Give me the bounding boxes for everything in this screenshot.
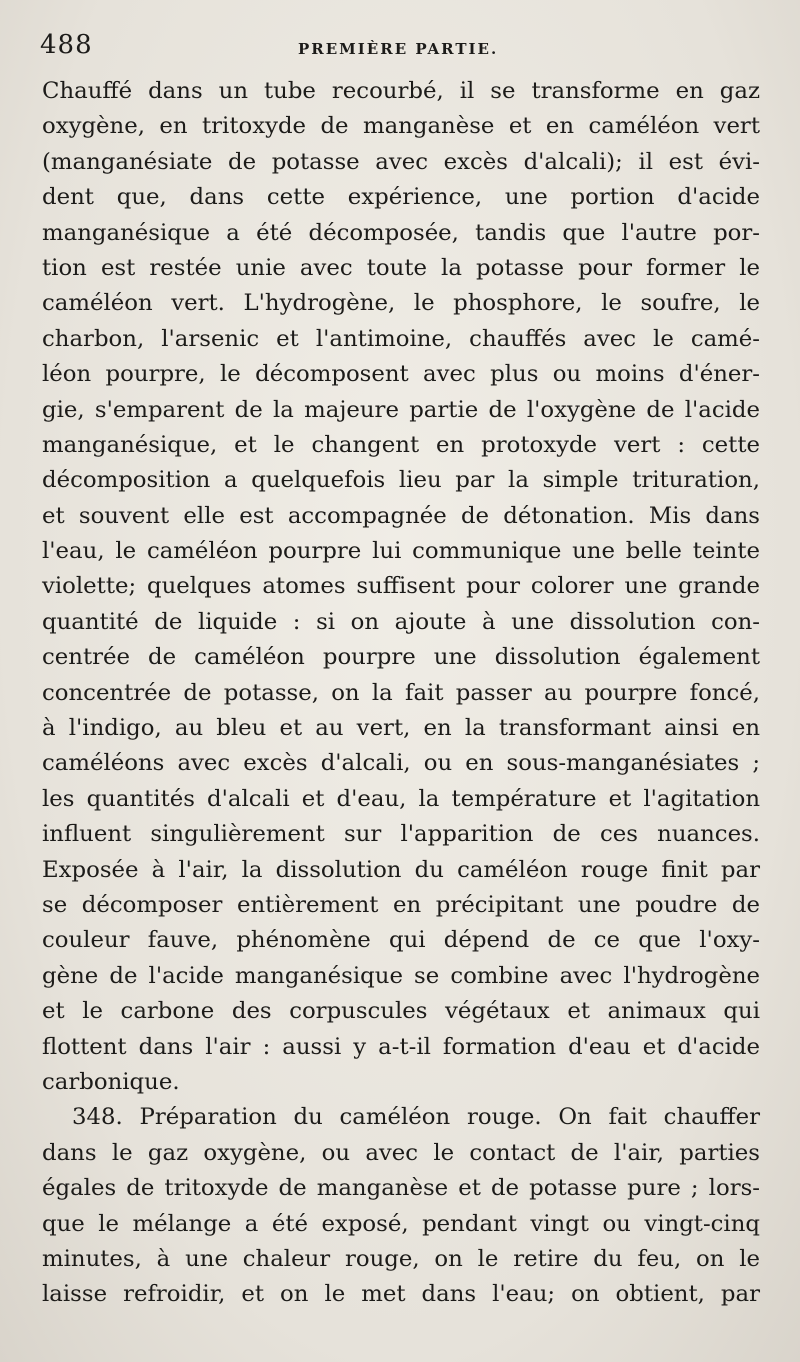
- text-line: laisse refroidir, et on le met dans l'eau; on obtient, par: [42, 1281, 760, 1308]
- text-line: centrée de caméléon pourpre une dissolution également: [42, 644, 760, 671]
- text-line: les quantités d'alcali et d'eau, la température et l'agitation: [42, 785, 760, 812]
- text-line: couleur fauve, phénomène qui dépend de ce que l'oxy-: [42, 927, 760, 954]
- text-line: concentrée de potasse, on la fait passer au pourpre foncé,: [42, 679, 760, 706]
- text-line: oxygène, en tritoxyde de manganèse et en caméléon vert: [42, 113, 760, 140]
- section-348-first-line: 348. Préparation du caméléon rouge. On fait chauffer: [72, 1104, 760, 1131]
- text-line: minutes, à une chaleur rouge, on le retire du feu, on le: [42, 1245, 760, 1272]
- text-line: carbonique.: [42, 1068, 180, 1095]
- text-line: tion est restée unie avec toute la potasse pour former le: [42, 254, 760, 281]
- text-line: quantité de liquide : si on ajoute à une dissolution con-: [42, 608, 760, 635]
- text-line: caméléons avec excès d'alcali, ou en sous-manganésiates ;: [42, 750, 760, 777]
- running-title: PREMIÈRE PARTIE.: [298, 40, 499, 58]
- text-line: flottent dans l'air : aussi y a-t-il formation d'eau et d'acide: [42, 1033, 760, 1060]
- text-line: à l'indigo, au bleu et au vert, en la transformant ainsi en: [42, 715, 760, 742]
- text-line: que le mélange a été exposé, pendant vingt ou vingt-cinq: [42, 1210, 760, 1237]
- text-line: Exposée à l'air, la dissolution du caméléon rouge finit par: [42, 856, 760, 883]
- text-line: (manganésiate de potasse avec excès d'alcali); il est évi-: [42, 148, 760, 175]
- text-line: gène de l'acide manganésique se combine avec l'hydrogène: [42, 962, 760, 989]
- body-text: [42, 74, 760, 1313]
- page-header: [40, 30, 760, 70]
- text-line: caméléon vert. L'hydrogène, le phosphore, le soufre, le: [42, 290, 760, 317]
- text-line: décomposition a quelquefois lieu par la simple trituration,: [42, 467, 760, 494]
- text-line: l'eau, le caméléon pourpre lui communique une belle teinte: [42, 538, 760, 565]
- text-line: dans le gaz oxygène, ou avec le contact de l'air, parties: [42, 1139, 760, 1166]
- text-line: charbon, l'arsenic et l'antimoine, chauffés avec le camé-: [42, 325, 760, 352]
- text-line: influent singulièrement sur l'apparition de ces nuances.: [42, 821, 760, 848]
- text-line: manganésique, et le changent en protoxyde vert : cette: [42, 431, 760, 458]
- text-line: dent que, dans cette expérience, une portion d'acide: [42, 184, 760, 211]
- page-number: 488: [40, 30, 93, 60]
- text-line: manganésique a été décomposée, tandis que l'autre por-: [42, 219, 760, 246]
- text-line: et souvent elle est accompagnée de détonation. Mis dans: [42, 502, 760, 529]
- text-line: Chauffé dans un tube recourbé, il se transforme en gaz: [42, 78, 760, 104]
- text-line: gie, s'emparent de la majeure partie de l'oxygène de l'acide: [42, 396, 760, 423]
- text-line: violette; quelques atomes suffisent pour colorer une grande: [42, 573, 760, 600]
- text-line: égales de tritoxyde de manganèse et de potasse pure ; lors-: [42, 1175, 760, 1202]
- text-line: et le carbone des corpuscules végétaux et animaux qui: [42, 998, 760, 1025]
- text-line: léon pourpre, le décomposent avec plus ou moins d'éner-: [42, 361, 760, 388]
- text-line: se décomposer entièrement en précipitant une poudre de: [42, 891, 760, 918]
